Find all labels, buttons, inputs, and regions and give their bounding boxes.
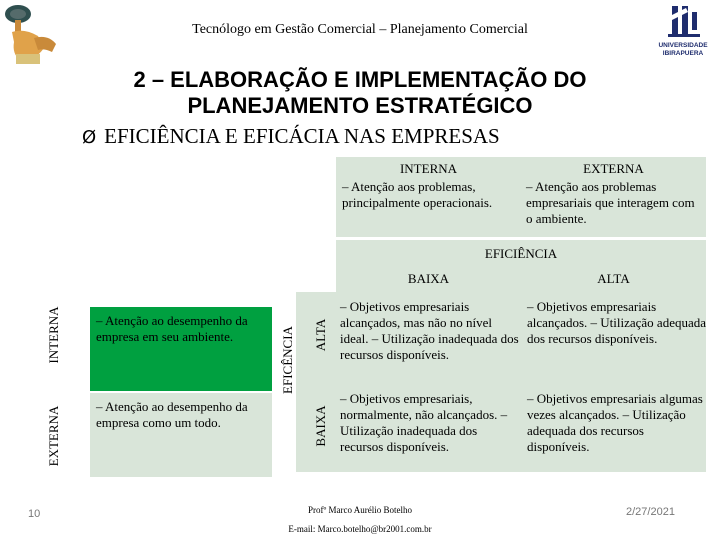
side-efficacy-label: EFICÊNCIA <box>280 326 295 394</box>
top-col2-text: – Atenção aos problemas empresariais que interagem com o ambiente. <box>526 179 695 226</box>
footer-author: Profº Marco Aurélio Botelho <box>307 505 413 515</box>
efficiency-label: EFICIÊNCIA <box>484 246 558 261</box>
athlete-logo <box>4 2 64 66</box>
row-high-label: ALTA <box>313 318 328 352</box>
left-axis-interna: INTERNA <box>46 306 61 364</box>
cell-high-low: – Objetivos empresariais alcançados, mas não no nível ideal. – Utilização inadequada dos recursos disponíveis. <box>340 299 519 362</box>
footer-email: E-mail: Marco.botelho@br2001.com.br <box>288 524 432 534</box>
footer-date: 2/27/2021 <box>626 506 675 518</box>
main-matrix-header <box>336 240 706 292</box>
university-name-line1: UNIVERSIDADE <box>658 42 708 49</box>
cell-low-low: – Objetivos empresariais, normalmente, não alcançados. – Utilização inadequada dos recursos disponíveis. <box>340 391 508 454</box>
top-col1-text: – Atenção aos problemas, principalmente operacionais. <box>342 179 493 210</box>
left-cell-bottom-text: – Atenção ao desempenho da empresa como um todo. <box>96 399 248 430</box>
slide-title-line1: 2 – ELABORAÇÃO E IMPLEMENTAÇÃO DO <box>133 67 587 92</box>
cell-high-high: – Objetivos empresariais alcançados. – Utilização adequada dos recursos disponíveis. <box>527 299 707 346</box>
left-cell-top <box>90 307 272 391</box>
slide-title-line2: PLANEJAMENTO ESTRATÉGICO <box>187 93 533 118</box>
bullet-arrow-icon: Ø <box>82 127 97 148</box>
left-cell-bottom <box>90 393 272 477</box>
col-low-label: BAIXA <box>407 271 450 286</box>
header-title: Tecnólogo em Gestão Comercial – Planejamento Comercial <box>192 22 528 37</box>
university-logo <box>648 2 718 66</box>
top-col1-header: INTERNA <box>399 161 458 176</box>
left-cell-top-text: – Atenção ao desempenho da empresa em seu ambiente. <box>96 313 248 344</box>
top-matrix <box>336 157 706 237</box>
page-number: 10 <box>28 508 41 520</box>
university-name-line2: IBIRAPUERA <box>662 50 704 57</box>
left-axis-externa: EXTERNA <box>46 405 61 467</box>
col-high-label: ALTA <box>597 271 630 286</box>
subtitle-text: EFICIÊNCIA E EFICÁCIA NAS EMPRESAS <box>104 124 500 148</box>
top-col2-header: EXTERNA <box>583 161 644 176</box>
slide-title <box>60 67 660 119</box>
row-low-label: BAIXA <box>313 405 328 447</box>
slide-subtitle <box>82 124 500 149</box>
cell-low-high: – Objetivos empresariais algumas vezes alcançados. – Utilização adequada dos recursos disponíveis. <box>527 391 703 454</box>
